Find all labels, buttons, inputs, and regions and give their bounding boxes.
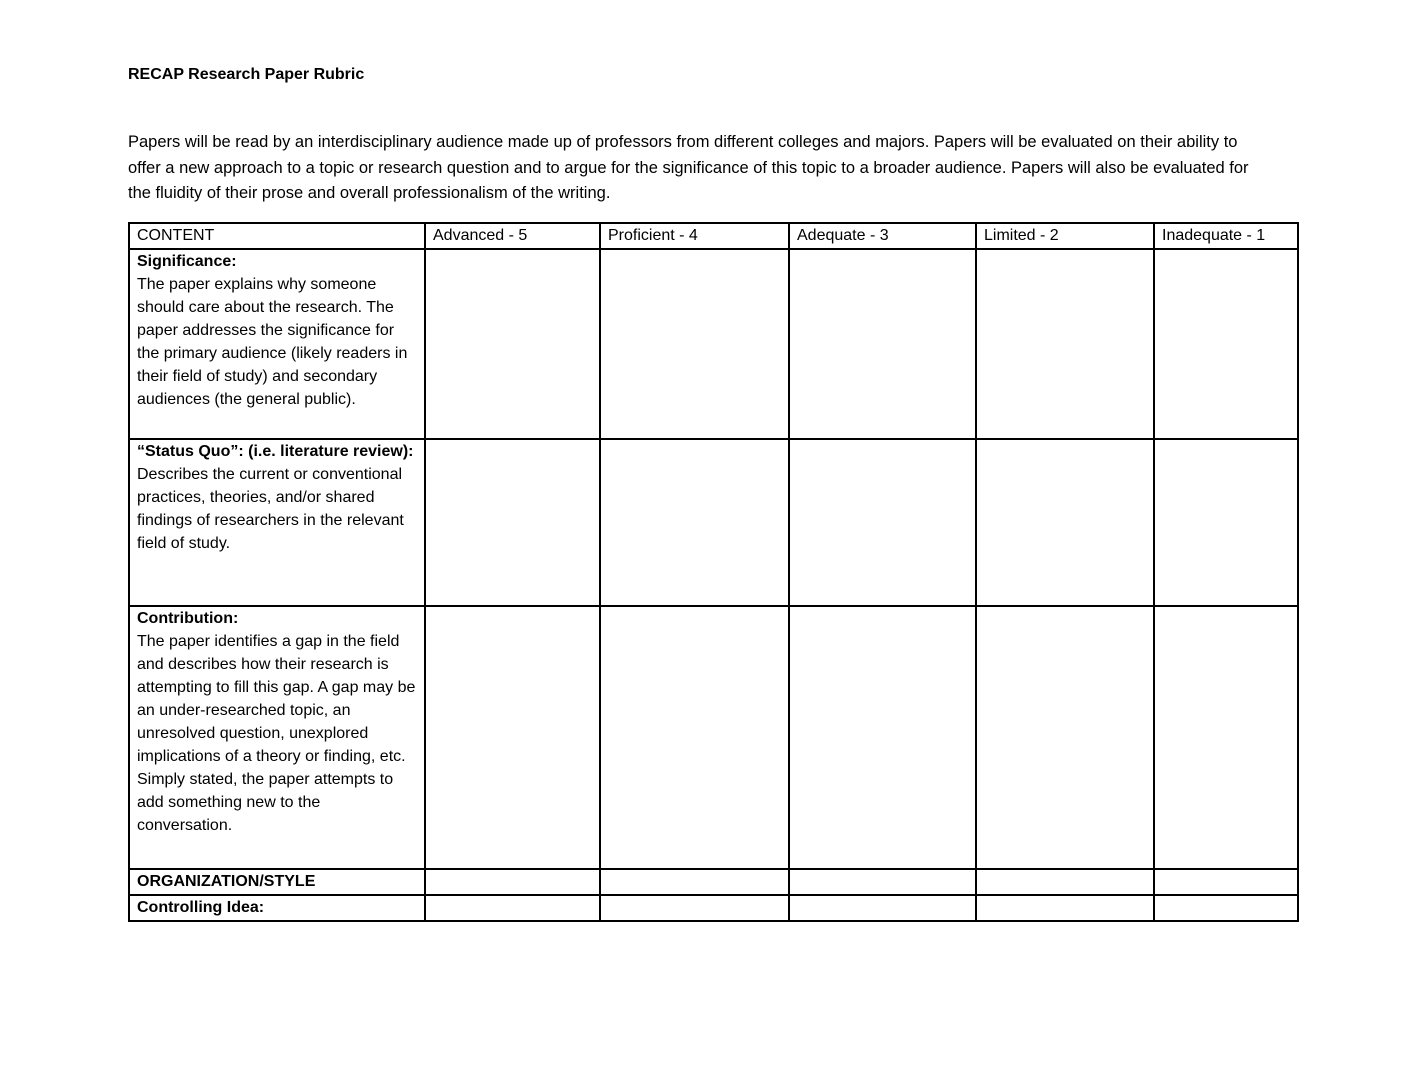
criterion-description: Describes the current or conventional practices, theories, and/or shared findings of researchers in the relevant field of study. [137,466,404,552]
score-cell [425,869,600,895]
score-cell [600,439,789,606]
criterion-label: ORGANIZATION/STYLE [137,873,316,890]
table-row-contribution [129,606,1298,869]
score-cell [425,439,600,606]
score-cell [600,895,789,921]
table-row-controlling-idea [129,895,1298,921]
document-title: RECAP Research Paper Rubric [128,66,365,83]
column-header-adequate: Adequate - 3 [789,223,976,249]
score-cell [789,439,976,606]
score-cell [1154,439,1298,606]
table-row-status-quo [129,439,1298,606]
score-cell [600,869,789,895]
score-cell [1154,869,1298,895]
score-cell [1154,895,1298,921]
score-cell [1154,606,1298,869]
score-cell [425,606,600,869]
column-header-advanced: Advanced - 5 [425,223,600,249]
score-cell [1154,249,1298,439]
score-cell [425,895,600,921]
score-cell [600,249,789,439]
table-row-organization-style [129,869,1298,895]
score-cell [425,249,600,439]
score-cell [976,249,1154,439]
score-cell [976,895,1154,921]
criterion-cell [129,439,425,606]
score-cell [976,439,1154,606]
criterion-description: The paper explains why someone should care about the research. The paper addresses the significance for the primary audience (likely readers in their field of study) and secondary audiences (the general public). [137,276,408,408]
intro-paragraph: Papers will be read by an interdisciplinary audience made up of professors from different colleges and majors. Papers will be evaluated on their ability to offer a new approach to a topic or research question and to argue for the significance of this topic to a broader audience. Papers will also be evaluated for the fluidity of their prose and overall professionalism of the writing. [128,133,1249,202]
criterion-description: The paper identifies a gap in the field and describes how their research is attempting to fill this gap. A gap may be an under-researched topic, an unresolved question, unexplored implications of a theory or finding, etc. Simply stated, the paper attempts to add something new to the conversation. [137,633,416,834]
rubric-table [128,222,1299,922]
score-cell [976,606,1154,869]
score-cell [789,895,976,921]
column-header-inadequate: Inadequate - 1 [1154,223,1298,249]
score-cell [600,606,789,869]
criterion-cell [129,249,425,439]
criterion-label: Controlling Idea: [137,899,265,916]
criterion-label: Contribution: [137,610,239,627]
table-row-significance [129,249,1298,439]
column-header-content: CONTENT [129,223,425,249]
criterion-label: Significance: [137,253,237,270]
column-header-limited: Limited - 2 [976,223,1154,249]
header-row [129,223,1298,249]
score-cell [789,249,976,439]
criterion-cell [129,869,425,895]
criterion-cell [129,606,425,869]
score-cell [789,869,976,895]
criterion-label: “Status Quo”: (i.e. literature review): [137,443,414,460]
column-header-proficient: Proficient - 4 [600,223,789,249]
score-cell [789,606,976,869]
score-cell [976,869,1154,895]
criterion-cell [129,895,425,921]
